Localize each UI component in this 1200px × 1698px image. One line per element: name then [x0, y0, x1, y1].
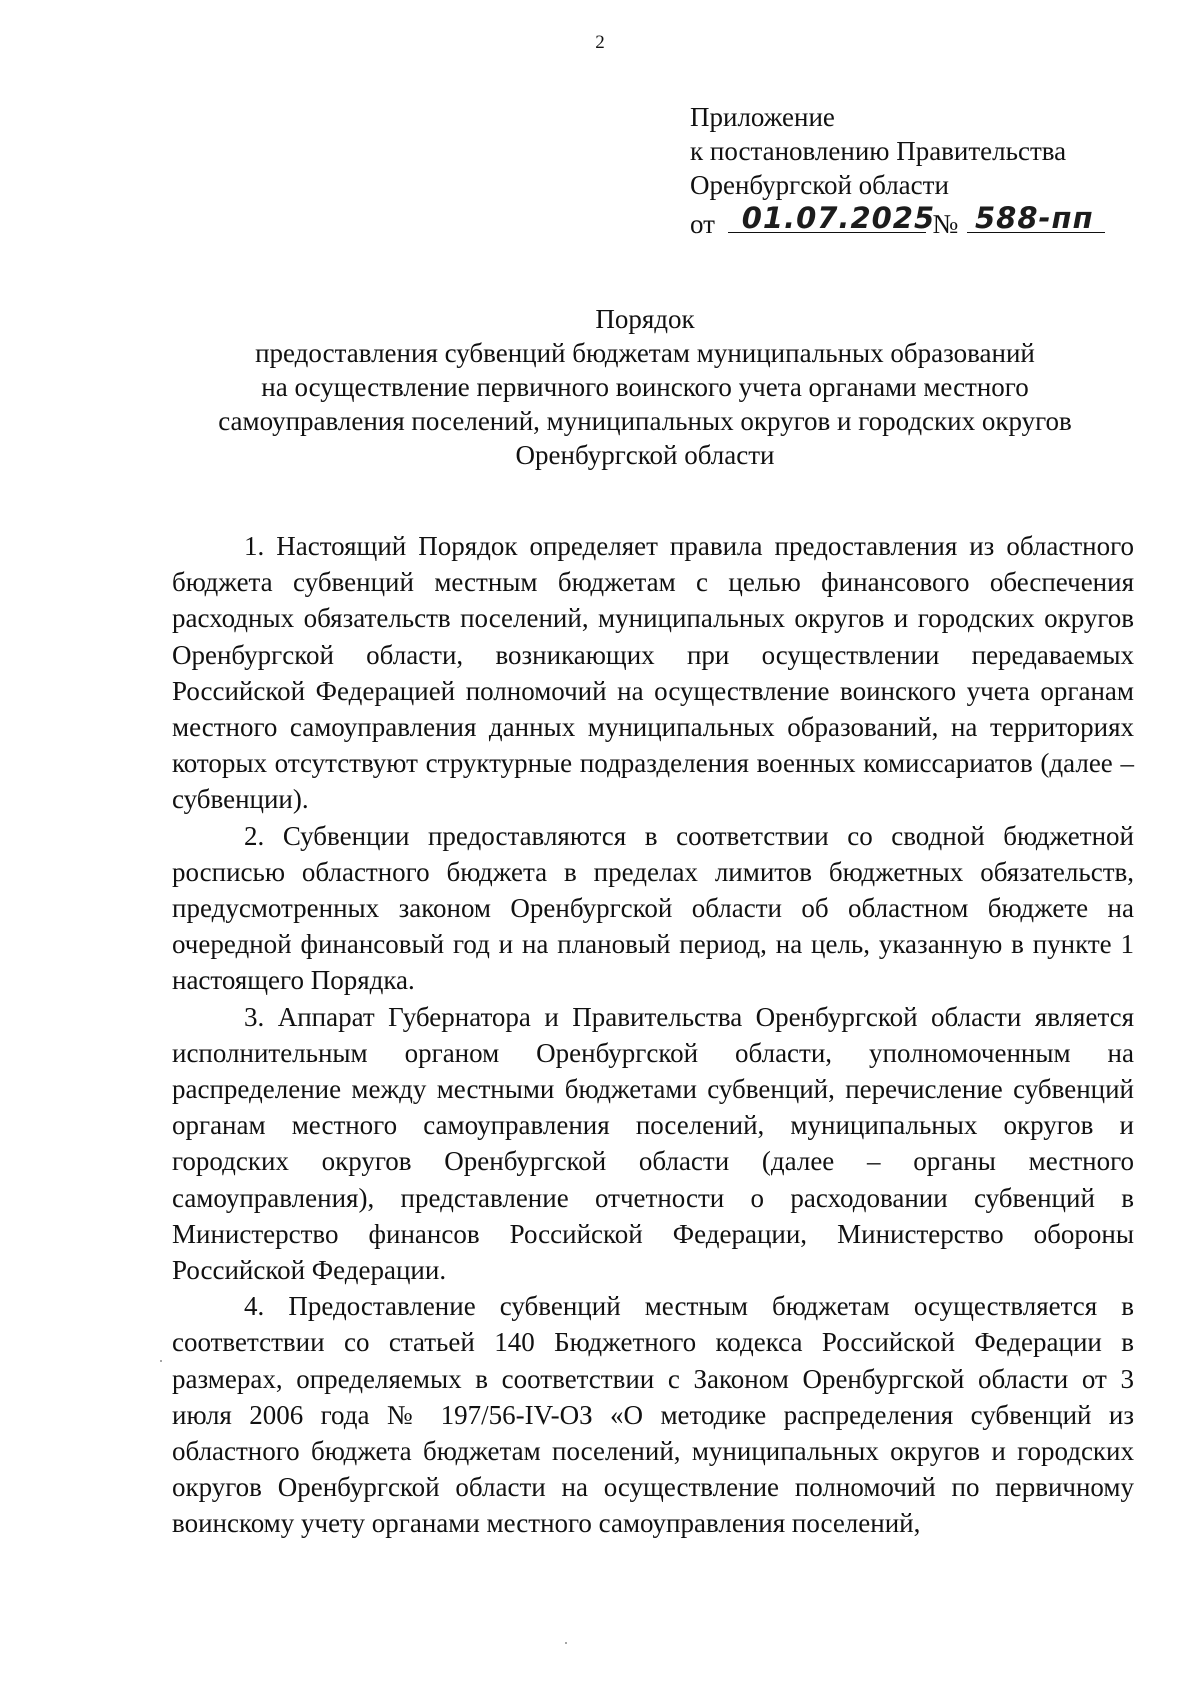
approval-line-1: Приложение — [690, 102, 835, 132]
paragraph-2: 2. Субвенции предоставляются в соответствии со сводной бюджетной росписью областного бюджета в пределах лимитов бюджетных обязательств, предусмотренных законом Оренбургской области об областном бюджете на очередной финансовый год и на плановый период, на цель, указанную в пункте 1 настоящего Порядка. — [172, 820, 1134, 996]
title-line-4: самоуправления поселений, муниципальных округов и городских округов — [218, 406, 1072, 436]
title-line-1: Порядок — [595, 304, 695, 334]
paragraph-4: 4. Предоставление субвенций местным бюджетам осуществляется в соответствии со статьей 140 Бюджетного кодекса Российской Федерации в размерах, определяемых в соответствии с Законом Оренбургской области от 3 июля 2006 года № 197/56-IV-ОЗ «О методике распределения субвенций из областного бюджета бюджетам поселений, муниципальных округов и городских округов Оренбургской области на осуществление полномочий по первичному воинскому учету органами местного самоуправления поселений, — [172, 1291, 1134, 1539]
approval-line-3: Оренбургской области — [690, 170, 949, 200]
from-label: от — [690, 209, 715, 239]
approval-line-2: к постановлению Правительства — [690, 136, 1067, 166]
title-line-2: предоставления субвенций бюджетам муниципальных образований — [255, 338, 1035, 368]
date-field — [728, 201, 936, 235]
handwritten-number: 588-пп — [974, 201, 1094, 235]
approval-stamp — [690, 100, 1105, 241]
approval-date-number-line — [690, 202, 1105, 241]
handwritten-date: 01.07.2025 — [741, 201, 936, 235]
paragraph-1: 1. Настоящий Порядок определяет правила предоставления из областного бюджета субвенций местным бюджетам с целью финансового обеспечения расходных обязательств поселений, муниципальных округов и городских округов Оренбургской области, возникающих при осуществлении передаваемых Российской Федерацией полномочий на осуществление воинского учета органам местного самоуправления данных муниципальных образований, на территориях которых отсутствуют структурные подразделения военных комиссариатов (далее – субвенции). — [172, 531, 1134, 815]
paragraph-3: 3. Аппарат Губернатора и Правительства Оренбургской области является исполнительным органом Оренбургской области, уполномоченным на распределение между местными бюджетами субвенций, перечисление субвенций органам местного самоуправления поселений, муниципальных округов и городских округов Оренбургской области (далее – органы местного самоуправления), представление отчетности о расходовании субвенций в Министерство финансов Российской Федерации, Министерство обороны Российской Федерации. — [172, 1001, 1134, 1286]
scan-speck — [160, 1360, 162, 1362]
page-number: 2 — [595, 32, 605, 53]
title-line-5: Оренбургской области — [515, 440, 775, 470]
scan-speck — [565, 1642, 567, 1644]
number-label: № — [932, 209, 959, 239]
document-body — [172, 528, 1134, 1542]
number-field — [967, 202, 1105, 233]
title-line-3: на осуществление первичного воинского учета органами местного — [261, 372, 1029, 402]
document-title — [150, 302, 1140, 472]
